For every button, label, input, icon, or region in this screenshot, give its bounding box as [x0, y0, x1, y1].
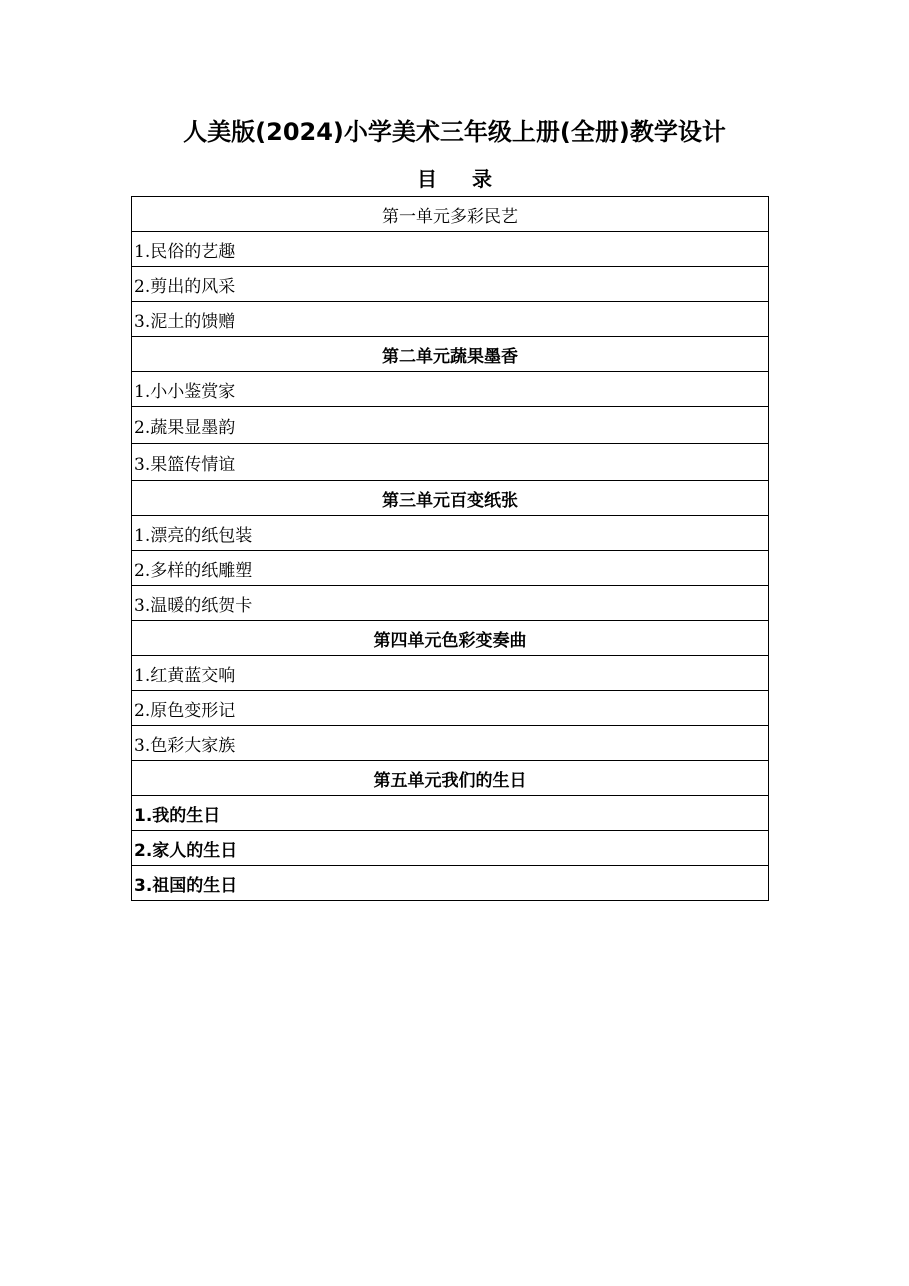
- toc-item-title: 2.家人的生日: [132, 831, 769, 866]
- toc-item-title: 3.果篮传情谊: [132, 444, 769, 481]
- toc-unit-title: 第五单元我们的生日: [132, 761, 769, 796]
- toc-heading: 目 录: [417, 167, 506, 191]
- toc-item-row: [132, 726, 769, 761]
- toc-unit-title: 第一单元多彩民艺: [132, 197, 769, 232]
- toc-item-title: 3.祖国的生日: [132, 866, 769, 901]
- toc-item-row: [132, 656, 769, 691]
- toc-item-row: [132, 831, 769, 866]
- toc-item-row: [132, 551, 769, 586]
- toc-item-title: 3.温暖的纸贺卡: [132, 586, 769, 621]
- toc-table: [131, 196, 769, 901]
- toc-unit-title: 第四单元色彩变奏曲: [132, 621, 769, 656]
- toc-item-title: 1.漂亮的纸包装: [132, 516, 769, 551]
- toc-item-title: 2.原色变形记: [132, 691, 769, 726]
- toc-unit-title: 第三单元百变纸张: [132, 481, 769, 516]
- toc-item-row: [132, 232, 769, 267]
- toc-item-title: 2.多样的纸雕塑: [132, 551, 769, 586]
- toc-item-title: 3.泥土的馈赠: [132, 302, 769, 337]
- toc-unit-row: [132, 197, 769, 232]
- toc-item-row: [132, 302, 769, 337]
- toc-item-row: [132, 407, 769, 444]
- toc-item-title: 3.色彩大家族: [132, 726, 769, 761]
- toc-item-title: 1.红黄蓝交响: [132, 656, 769, 691]
- toc-item-row: [132, 372, 769, 407]
- toc-item-title: 1.小小鉴赏家: [132, 372, 769, 407]
- toc-unit-row: [132, 621, 769, 656]
- toc-item-row: [132, 516, 769, 551]
- toc-unit-row: [132, 337, 769, 372]
- toc-item-row: [132, 691, 769, 726]
- toc-unit-row: [132, 761, 769, 796]
- toc-item-title: 1.我的生日: [132, 796, 769, 831]
- toc-item-title: 2.剪出的风采: [132, 267, 769, 302]
- toc-item-row: [132, 586, 769, 621]
- toc-unit-title: 第二单元蔬果墨香: [132, 337, 769, 372]
- toc-item-row: [132, 866, 769, 901]
- toc-item-row: [132, 796, 769, 831]
- toc-item-title: 2.蔬果显墨韵: [132, 407, 769, 444]
- toc-unit-row: [132, 481, 769, 516]
- toc-item-title: 1.民俗的艺趣: [132, 232, 769, 267]
- toc-item-row: [132, 267, 769, 302]
- document-title: 人美版(2024)小学美术三年级上册(全册)教学设计: [183, 118, 726, 146]
- toc-item-row: [132, 444, 769, 481]
